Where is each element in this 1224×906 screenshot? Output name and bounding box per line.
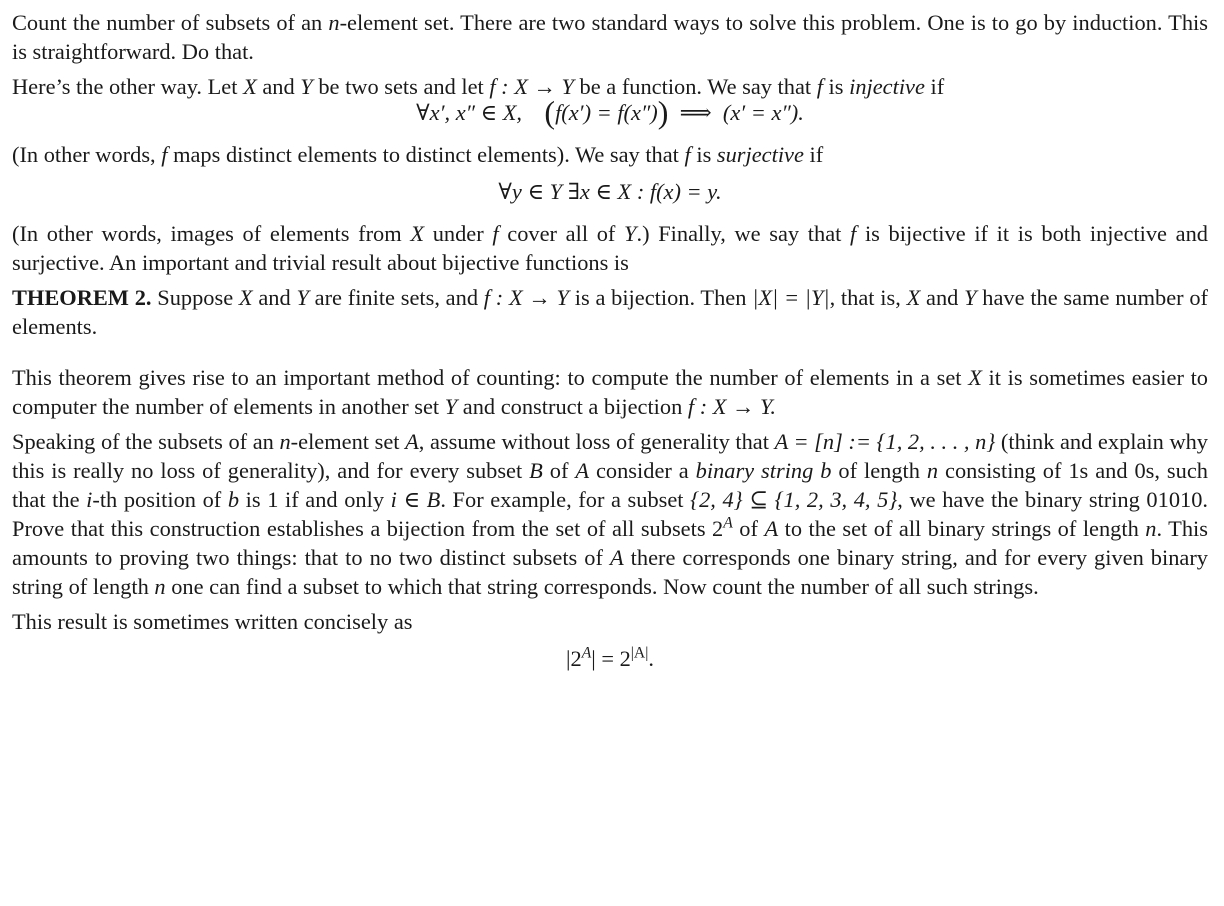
term-injective: injective: [849, 74, 925, 99]
equation-surjective: [12, 175, 1208, 209]
text: (In other words,: [12, 142, 162, 167]
text: consider a: [589, 458, 696, 483]
eq-left: |2: [566, 646, 582, 671]
text: is a bijection. Then: [569, 285, 753, 310]
math-X: X: [243, 74, 257, 99]
eq-quantifier: ∀x′, x″ ∈ X,: [416, 100, 523, 125]
text: , that is,: [829, 285, 907, 310]
text: . For example, for a subset: [440, 487, 691, 512]
math-A: A: [609, 545, 624, 570]
math-Y: Y: [300, 74, 313, 99]
text: , we have the binary string: [897, 487, 1147, 512]
math-X: X: [410, 221, 425, 246]
text: if: [803, 142, 824, 167]
eq-surjective-text: ∀y ∈ Y ∃x ∈ X : f(x) = y.: [498, 179, 722, 204]
paren-open: (: [544, 94, 556, 130]
text: and: [252, 285, 297, 310]
eq-mid: | = 2: [591, 646, 631, 671]
text: of: [542, 458, 576, 483]
math-f: f: [492, 221, 499, 246]
math-A: A: [405, 429, 419, 454]
math-i: i: [86, 487, 93, 512]
text: Here’s the other way. Let: [12, 74, 244, 99]
text: -element set. There are two standard ways to solve this problem. One is to go by induction. This is straightforward. Do that.: [12, 10, 1208, 64]
text: and construct a bijection: [457, 394, 688, 419]
text: under: [424, 221, 493, 246]
theorem-2: [12, 283, 1208, 341]
math-i-in-B: i ∈ B: [390, 487, 441, 512]
text: and: [920, 285, 965, 310]
math-superscript-A: A: [723, 514, 733, 532]
text: Count the number of subsets of an: [12, 10, 329, 35]
math-b: b: [227, 487, 240, 512]
text: are finite sets, and: [308, 285, 484, 310]
math-B: B: [529, 458, 543, 483]
text: (In other words, images of elements from: [12, 221, 411, 246]
text: , assume without loss of generality that: [418, 429, 775, 454]
math-function: f : X → Y: [483, 285, 569, 310]
math-binary-example: 01010: [1146, 487, 1203, 512]
math-X: X: [238, 285, 253, 310]
text: of: [732, 516, 765, 541]
math-function: f : X → Y.: [687, 394, 777, 419]
math-X: X: [968, 365, 982, 390]
math-Y: Y: [444, 394, 458, 419]
math-n: n: [328, 10, 340, 35]
math-Y: Y: [964, 285, 977, 310]
eq-right-sup: |A|: [630, 644, 649, 662]
math-n: n: [279, 429, 291, 454]
math-subset-example: {2, 4} ⊆ {1, 2, 3, 4, 5}: [690, 487, 898, 512]
math-n: n: [1145, 516, 1157, 541]
math-b: b: [820, 458, 832, 483]
text: This result is sometimes written concisely as: [12, 609, 413, 634]
math-f: f: [816, 74, 823, 99]
implies-symbol: ⟹: [679, 100, 712, 125]
text: is: [239, 487, 268, 512]
text: one can find a subset to which that string corresponds. Now count the number of all such strings.: [165, 574, 1039, 599]
math-A: A: [764, 516, 779, 541]
text: is: [690, 142, 717, 167]
paragraph-counting-method: [12, 363, 1208, 421]
text: . Prove that this construction establishes a bijection from the set of all subsets: [12, 487, 1209, 541]
text: is: [822, 74, 850, 99]
math-f: f: [161, 142, 168, 167]
text: Speaking of the subsets of an: [12, 429, 280, 454]
math-n: n: [926, 458, 939, 483]
paragraph-surjective-def: [12, 140, 1208, 169]
text: cover all of: [498, 221, 625, 246]
term-binary-string: binary string: [695, 458, 814, 483]
paren-close: ): [657, 94, 669, 130]
paragraph-binary-strings: [12, 427, 1208, 601]
equation-power-set: [12, 642, 1208, 676]
text: and: [256, 74, 301, 99]
math-X: X: [906, 285, 921, 310]
paragraph-intro: [12, 8, 1208, 66]
text: if: [924, 74, 945, 99]
text: of length: [831, 458, 927, 483]
text: . This amounts to proving two things: that to no two distinct subsets of: [12, 516, 1208, 570]
eq-end: .: [648, 646, 654, 671]
text: to the set of all binary strings of length: [778, 516, 1146, 541]
math-cardinality: |X| = |Y|: [752, 285, 830, 310]
text: maps distinct elements to distinct elements). We say that: [167, 142, 685, 167]
text: if and only: [278, 487, 391, 512]
text: is bijective if it is both injective and surjective. An important and trivial result about bijective functions is: [12, 221, 1208, 275]
math-Y: Y: [624, 221, 637, 246]
math-f: f: [684, 142, 691, 167]
math-A: A: [575, 458, 590, 483]
math-Y: Y: [296, 285, 309, 310]
text: there corresponds one binary string, and for every given binary string of length: [12, 545, 1208, 599]
eq-left-sup: A: [581, 644, 592, 662]
math-n: n: [154, 574, 166, 599]
eq-lhs: f(x′) = f(x″): [555, 100, 658, 125]
text: (think and explain why this is really no loss of generality), and for every subset: [12, 429, 1209, 483]
theorem-heading: THEOREM 2.: [12, 285, 152, 310]
text: -th position of: [92, 487, 228, 512]
math-one: 1: [267, 487, 279, 512]
document: [12, 8, 1208, 686]
text: have the same number of elements.: [12, 285, 1208, 339]
text: be two sets and let: [312, 74, 490, 99]
text: it is sometimes easier to computer the number of elements in another set: [12, 365, 1208, 419]
math-f: f: [850, 221, 857, 246]
math-two: 2: [712, 516, 724, 541]
math-function: f : X → Y: [489, 74, 574, 99]
text: .) Finally, we say that: [636, 221, 851, 246]
term-surjective: surjective: [716, 142, 804, 167]
text: Suppose: [151, 285, 239, 310]
eq-rhs: (x′ = x″).: [722, 100, 804, 125]
paragraph-concise: [12, 607, 1208, 636]
paragraph-bijective-def: [12, 219, 1208, 277]
text: This theorem gives rise to an important method of counting: to compute the number of elements in a set: [12, 365, 969, 390]
math-A-definition: A = [n] := {1, 2, . . . , n}: [774, 429, 996, 454]
text: -element set: [290, 429, 406, 454]
text: be a function. We say that: [573, 74, 817, 99]
text: consisting of 1s and 0s, such that the: [12, 458, 1208, 512]
